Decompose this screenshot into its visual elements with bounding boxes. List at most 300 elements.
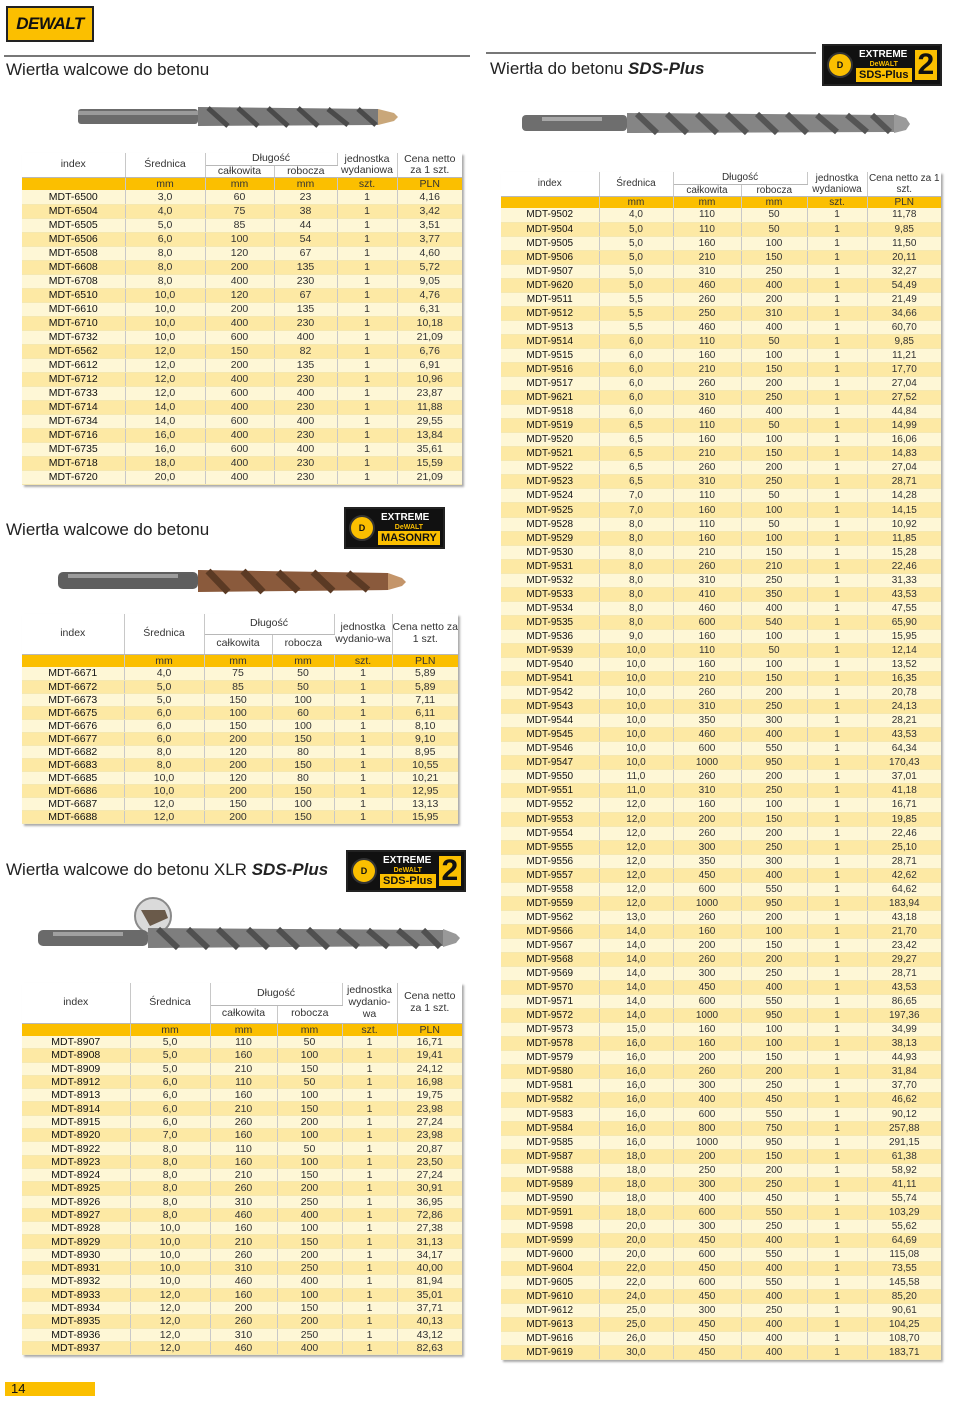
table-row (501, 854, 941, 868)
table-sds-plus (501, 172, 941, 1360)
table-cell: MDT-6733 (22, 386, 125, 400)
table-cell: 600 (673, 742, 741, 756)
table-cell: 23,87 (397, 386, 462, 400)
table-row (501, 447, 941, 461)
table-cell: 1 (337, 274, 397, 288)
table-cell: MDT-6562 (22, 344, 125, 358)
table-cell: 85 (205, 218, 274, 232)
table-cell: 1 (337, 414, 397, 428)
table-cell: MDT-6708 (22, 274, 125, 288)
table-cell: 310 (741, 306, 807, 320)
table-cell: 150 (272, 758, 334, 771)
table-cell: 50 (741, 208, 807, 222)
table-row (22, 745, 458, 758)
table-cell: 35,61 (397, 442, 462, 456)
table-cell: MDT-9554 (501, 826, 599, 840)
table-cell: 12,0 (599, 896, 673, 910)
table-cell: 22,46 (867, 559, 941, 573)
table-cell: 450 (673, 1290, 741, 1304)
table-cell: 400 (277, 1341, 342, 1354)
table-xlr-sds-plus (22, 983, 462, 1355)
table-row (501, 756, 941, 770)
table-row (501, 826, 941, 840)
table-row (501, 419, 941, 433)
table-cell: 27,24 (397, 1168, 462, 1181)
table-row (22, 1341, 462, 1354)
table-cell: MDT-6672 (22, 680, 124, 693)
table-cell: 6,0 (130, 1102, 210, 1115)
table-row (501, 840, 941, 854)
table-cell: MDT-9534 (501, 601, 599, 615)
table-cell: 450 (673, 1233, 741, 1247)
table-row (22, 232, 462, 246)
unit-label: mm (272, 654, 334, 667)
table-cell: 50 (741, 489, 807, 503)
page-number: 14 (5, 1382, 95, 1396)
table-row (22, 1062, 462, 1075)
table-cell: MDT-6608 (22, 260, 125, 274)
table-cell: 250 (673, 1163, 741, 1177)
table-cell: 160 (210, 1155, 277, 1168)
table-cell: MDT-8908 (22, 1049, 130, 1062)
table-cell: 1 (807, 615, 867, 629)
table-cell: 260 (673, 559, 741, 573)
table-cell: 300 (673, 840, 741, 854)
table-cell: 150 (204, 797, 272, 810)
table-cell: 6,0 (599, 348, 673, 362)
table-cell: 1 (807, 1304, 867, 1318)
table-cell: 183,94 (867, 896, 941, 910)
table-cell: MDT-9589 (501, 1177, 599, 1191)
table-cell: MDT-9568 (501, 952, 599, 966)
section-title-xlr-sds-plus: Wiertła walcowe do betonu XLR SDS-Plus (6, 860, 329, 879)
table-cell: 260 (673, 952, 741, 966)
table-row (22, 302, 462, 316)
table-row (501, 320, 941, 334)
table-cell: 1 (342, 1075, 397, 1088)
table-cell: 14,0 (599, 952, 673, 966)
table-cell: 8,0 (124, 758, 204, 771)
table-cell: 6,0 (599, 377, 673, 391)
table-cell: 200 (741, 770, 807, 784)
table-cell: 1 (337, 232, 397, 246)
table-cell: MDT-9569 (501, 967, 599, 981)
table-cell: 400 (741, 278, 807, 292)
table-cell: 250 (741, 700, 807, 714)
table-cell: 260 (673, 686, 741, 700)
table-cell: MDT-9598 (501, 1219, 599, 1233)
table-cell: 1 (807, 854, 867, 868)
table-cell: 1 (342, 1341, 397, 1354)
table-cell: 14,0 (599, 981, 673, 995)
table-cell: 1 (342, 1049, 397, 1062)
table-cell: 16,71 (867, 798, 941, 812)
col-header-calkowita: całkowita (210, 1005, 277, 1023)
unit-label: mm (274, 178, 337, 191)
table-cell: 8,0 (599, 531, 673, 545)
table-cell: 8,10 (392, 719, 458, 732)
table-cell: MDT-6612 (22, 358, 125, 372)
table-cell: 460 (210, 1208, 277, 1221)
table-cell: 9,05 (397, 274, 462, 288)
table-cell: 1 (342, 1328, 397, 1341)
table-cell: 1 (807, 531, 867, 545)
table-cell: 150 (277, 1235, 342, 1248)
table-cell: 5,0 (130, 1049, 210, 1062)
table-cell: 400 (741, 601, 807, 615)
table-cell: 6,0 (130, 1075, 210, 1088)
table-cell: 10,0 (125, 330, 205, 344)
table-cell: 600 (673, 1276, 741, 1290)
table-cell: 50 (741, 334, 807, 348)
table-cell: 230 (274, 274, 337, 288)
table-cell: 37,71 (397, 1301, 462, 1314)
table-cell: 135 (274, 302, 337, 316)
table-cell: 1 (807, 1177, 867, 1191)
table-cell: MDT-9585 (501, 1135, 599, 1149)
table-cell: 1 (807, 742, 867, 756)
table-cell: 200 (277, 1315, 342, 1328)
table-cell: 24,0 (599, 1290, 673, 1304)
table-row (22, 1315, 462, 1328)
table-cell: 100 (741, 1037, 807, 1051)
table-cell: 260 (673, 461, 741, 475)
table-cell: 15,28 (867, 545, 941, 559)
table-cell: MDT-9511 (501, 292, 599, 306)
table-cell: 40,13 (397, 1315, 462, 1328)
table-cell: 400 (741, 1290, 807, 1304)
table-cell: 400 (741, 728, 807, 742)
table-row (22, 1075, 462, 1088)
table-cell: 160 (673, 236, 741, 250)
table-cell: 400 (741, 1262, 807, 1276)
table-cell: 104,25 (867, 1318, 941, 1332)
table-cell: 450 (741, 1093, 807, 1107)
table-cell: 16,0 (599, 1037, 673, 1051)
table-cell: 1 (337, 288, 397, 302)
table-cell: 1 (337, 330, 397, 344)
table-cell: 230 (274, 428, 337, 442)
table-cell: 300 (673, 1079, 741, 1093)
table-cell: 250 (741, 573, 807, 587)
table-cell: 1 (807, 686, 867, 700)
table-cell: 10,96 (397, 372, 462, 386)
table-cell: 41,11 (867, 1177, 941, 1191)
table-cell: 20,0 (125, 470, 205, 484)
badge-emblem-icon: D (351, 858, 377, 884)
table-row (501, 1037, 941, 1051)
table-row (22, 372, 462, 386)
table-cell: 8,95 (392, 745, 458, 758)
table-cell: 1 (342, 1301, 397, 1314)
table-cell: 230 (274, 470, 337, 484)
table-cell: 1 (342, 1235, 397, 1248)
table-row (501, 1332, 941, 1346)
table-cell: MDT-9557 (501, 868, 599, 882)
table-cell: MDT-8932 (22, 1275, 130, 1288)
table-row (501, 1107, 941, 1121)
table-cell: 1 (807, 517, 867, 531)
unit-label: mm (125, 178, 205, 191)
table-cell: MDT-9505 (501, 236, 599, 250)
table-row (22, 1115, 462, 1128)
table-cell: 250 (741, 391, 807, 405)
table-cell: 22,46 (867, 826, 941, 840)
table-cell: 110 (673, 222, 741, 236)
table-cell: 14,0 (125, 400, 205, 414)
table-cell: 58,92 (867, 1163, 941, 1177)
table-row (22, 732, 458, 745)
table-walcowe (22, 153, 462, 485)
table-cell: MDT-6710 (22, 316, 125, 330)
col-header-dlugosc: Długość (204, 614, 334, 634)
col-header-cena: Cena netto za 1 szt. (392, 614, 458, 654)
table-cell: 43,12 (397, 1328, 462, 1341)
table-cell: 35,01 (397, 1288, 462, 1301)
table-cell: MDT-6508 (22, 246, 125, 260)
table-cell: 200 (673, 1051, 741, 1065)
table-row (501, 250, 941, 264)
section-title-walcowe-1: Wiertła walcowe do betonu (6, 60, 210, 79)
table-cell: 21,49 (867, 292, 941, 306)
table-row (22, 414, 462, 428)
table-cell: 4,76 (397, 288, 462, 302)
table-cell: MDT-9613 (501, 1318, 599, 1332)
table-cell: 300 (673, 1219, 741, 1233)
table-cell: 28,71 (867, 854, 941, 868)
table-cell: 10,0 (130, 1275, 210, 1288)
table-cell: MDT-9588 (501, 1163, 599, 1177)
table-cell: 103,29 (867, 1205, 941, 1219)
col-header-index: index (22, 153, 125, 178)
table-cell: 27,38 (397, 1222, 462, 1235)
table-cell: 28,71 (867, 967, 941, 981)
table-cell: 7,0 (599, 489, 673, 503)
table-row (22, 758, 458, 771)
table-cell: 42,62 (867, 868, 941, 882)
table-cell: 34,99 (867, 1023, 941, 1037)
table-cell: 5,0 (599, 236, 673, 250)
table-cell: 1 (342, 1248, 397, 1261)
table-cell: 8,0 (125, 246, 205, 260)
table-cell: MDT-9502 (501, 208, 599, 222)
table-cell: 15,0 (599, 1023, 673, 1037)
table-row (501, 798, 941, 812)
table-cell: MDT-9551 (501, 784, 599, 798)
table-cell: MDT-9599 (501, 1233, 599, 1247)
table-cell: 27,52 (867, 391, 941, 405)
table-cell: 12,0 (599, 868, 673, 882)
table-cell: 85,20 (867, 1290, 941, 1304)
table-cell: MDT-9512 (501, 306, 599, 320)
table-cell: 15,95 (392, 810, 458, 823)
table-cell: 400 (274, 330, 337, 344)
table-cell: 400 (741, 1233, 807, 1247)
table-cell: 10,18 (397, 316, 462, 330)
unit-label: mm (599, 196, 673, 208)
unit-label: mm (204, 654, 272, 667)
table-cell: 150 (272, 784, 334, 797)
table-row (22, 428, 462, 442)
table-cell: MDT-9544 (501, 714, 599, 728)
table-cell: MDT-9529 (501, 531, 599, 545)
table-cell: 110 (210, 1036, 277, 1049)
table-cell: 250 (277, 1328, 342, 1341)
brand-text: DEWALT (16, 14, 84, 33)
table-cell: MDT-9528 (501, 517, 599, 531)
table-cell: 12,0 (130, 1288, 210, 1301)
table-cell: MDT-6712 (22, 372, 125, 386)
table-cell: 200 (277, 1115, 342, 1128)
table-cell: 21,70 (867, 924, 941, 938)
table-cell: 12,14 (867, 643, 941, 657)
table-cell: 260 (210, 1115, 277, 1128)
table-cell: 1 (807, 1262, 867, 1276)
table-cell: 200 (205, 358, 274, 372)
unit-label: mm (673, 196, 741, 208)
table-cell: MDT-9541 (501, 672, 599, 686)
table-cell: MDT-6688 (22, 810, 124, 823)
table-cell: MDT-8935 (22, 1315, 130, 1328)
table-cell: 44 (274, 218, 337, 232)
table-cell: 460 (673, 601, 741, 615)
table-cell: MDT-9517 (501, 377, 599, 391)
extreme-sds-plus-2-badge-xlr: D EXTREME DeWALT SDS-Plus 2 (346, 850, 466, 892)
table-cell: 10,0 (599, 686, 673, 700)
table-row (501, 1051, 941, 1065)
table-row (501, 363, 941, 377)
table-row (22, 274, 462, 288)
table-cell: 1 (807, 1121, 867, 1135)
table-cell: 6,5 (599, 433, 673, 447)
table-cell: 120 (204, 745, 272, 758)
table-cell: 1 (807, 489, 867, 503)
table-cell: 20,0 (599, 1233, 673, 1247)
table-cell: 200 (204, 758, 272, 771)
table-row (501, 377, 941, 391)
table-cell: 64,34 (867, 742, 941, 756)
table-cell: 19,41 (397, 1049, 462, 1062)
table-cell: 44,93 (867, 1051, 941, 1065)
table-cell: 10,0 (599, 672, 673, 686)
table-cell: 80 (272, 745, 334, 758)
table-cell: 300 (673, 1304, 741, 1318)
table-row (501, 573, 941, 587)
table-cell: MDT-8933 (22, 1288, 130, 1301)
table-cell: MDT-8912 (22, 1075, 130, 1088)
table-cell: 10,0 (130, 1248, 210, 1261)
table-cell: 10,0 (599, 742, 673, 756)
table-cell: 200 (205, 260, 274, 274)
table-cell: MDT-9540 (501, 658, 599, 672)
table-cell: 260 (673, 292, 741, 306)
table-cell: 1 (807, 377, 867, 391)
table-cell: 145,58 (867, 1276, 941, 1290)
table-row (22, 784, 458, 797)
table-cell: 150 (741, 1051, 807, 1065)
table-cell: MDT-8925 (22, 1182, 130, 1195)
table-cell: 19,75 (397, 1089, 462, 1102)
drill-image-xlr (38, 896, 463, 956)
table-cell: 16,0 (599, 1065, 673, 1079)
table-cell: 230 (274, 372, 337, 386)
table-cell: 150 (204, 693, 272, 706)
table-cell: MDT-9516 (501, 363, 599, 377)
table-cell: MDT-8915 (22, 1115, 130, 1128)
table-cell: 8,0 (599, 559, 673, 573)
table-cell: 160 (673, 531, 741, 545)
table-cell: 20,0 (599, 1247, 673, 1261)
table-row (501, 1065, 941, 1079)
table-cell: 25,0 (599, 1304, 673, 1318)
table-cell: 26,0 (599, 1332, 673, 1346)
table-row (501, 391, 941, 405)
unit-label: mm (741, 196, 807, 208)
col-header-cena: Cena netto za 1 szt. (868, 172, 940, 195)
table-cell: 10,0 (599, 714, 673, 728)
table-cell: MDT-6675 (22, 706, 124, 719)
table-cell: 24,13 (867, 700, 941, 714)
col-header-srednica: Średnica (130, 983, 210, 1023)
table-cell: 13,52 (867, 658, 941, 672)
col-header-jednostka: jednostka wydanio-wa (342, 983, 397, 1023)
table-cell: 600 (673, 615, 741, 629)
table-cell: 1 (807, 419, 867, 433)
table-cell: 1 (807, 910, 867, 924)
table-cell: 600 (673, 882, 741, 896)
table-cell: 1 (334, 771, 392, 784)
col-header-index: index (22, 983, 130, 1023)
table-row (501, 658, 941, 672)
table-cell: MDT-9552 (501, 798, 599, 812)
table-cell: 1 (807, 1346, 867, 1360)
table-cell: MDT-9570 (501, 981, 599, 995)
table-cell: 1000 (673, 1009, 741, 1023)
table-cell: 8,0 (130, 1182, 210, 1195)
table-row (501, 924, 941, 938)
section-rule (486, 52, 816, 54)
table-cell: MDT-9572 (501, 1009, 599, 1023)
table-cell: 18,0 (599, 1149, 673, 1163)
table-cell: 400 (205, 274, 274, 288)
table-cell: MDT-9583 (501, 1107, 599, 1121)
table-cell: 1 (334, 693, 392, 706)
table-cell: 8,0 (130, 1168, 210, 1181)
table-row (501, 1346, 941, 1360)
table-cell: 14,0 (599, 938, 673, 952)
table-cell: 1 (807, 770, 867, 784)
table-cell: 1 (807, 981, 867, 995)
table-cell: 1 (807, 433, 867, 447)
unit-label: mm (210, 1023, 277, 1036)
table-row (501, 1135, 941, 1149)
table-cell: 50 (277, 1075, 342, 1088)
table-cell: 44,84 (867, 405, 941, 419)
table-cell: 5,5 (599, 306, 673, 320)
table-cell: 1 (807, 250, 867, 264)
table-cell: 1 (334, 719, 392, 732)
table-cell: 1 (337, 386, 397, 400)
table-cell: 250 (741, 967, 807, 981)
table-cell: 310 (210, 1328, 277, 1341)
table-cell: 1 (337, 260, 397, 274)
table-cell: 16,0 (599, 1107, 673, 1121)
table-cell: 65,90 (867, 615, 941, 629)
table-cell: MDT-9578 (501, 1037, 599, 1051)
table-cell: 14,0 (599, 967, 673, 981)
table-row (501, 910, 941, 924)
extreme-masonry-badge: D EXTREME DeWALT MASONRY (344, 507, 445, 549)
